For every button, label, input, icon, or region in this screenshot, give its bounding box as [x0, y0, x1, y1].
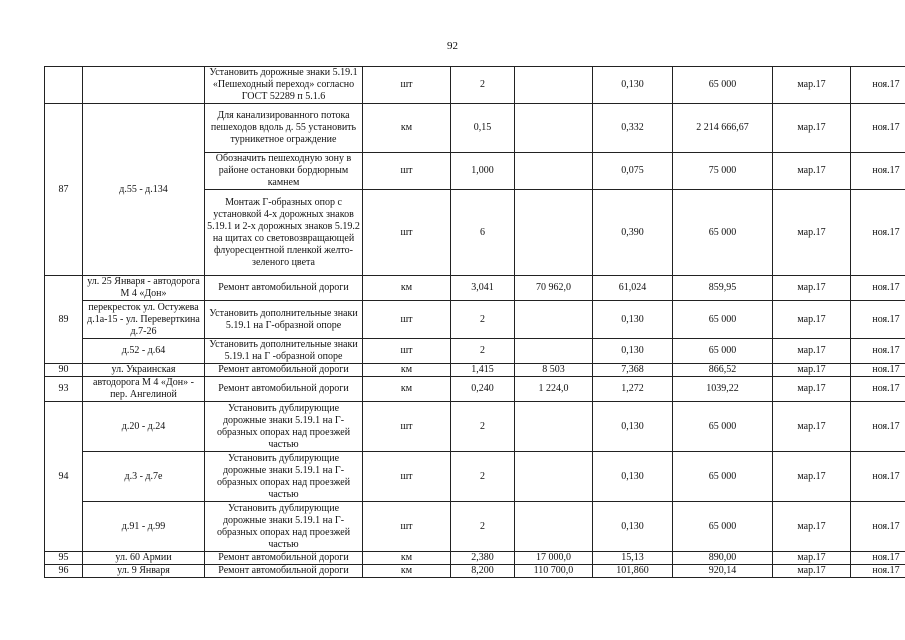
cost-cell: 0,130	[593, 301, 673, 339]
start-date-cell: мар.17	[773, 377, 851, 402]
work-description-cell: Установить дублирующие дорожные знаки 5.19.1 на Г-образных опорах над проезжей частью	[205, 402, 363, 452]
unit-cell: шт	[363, 502, 451, 552]
unit-cell: км	[363, 276, 451, 301]
cost-cell: 0,130	[593, 339, 673, 364]
area-cell: 110 700,0	[515, 565, 593, 578]
quantity-cell: 2,380	[451, 552, 515, 565]
section-cell: перекресток ул. Остужева д.1а-15 - ул. Переверткина д.7-26	[83, 301, 205, 339]
table-row	[45, 301, 905, 339]
cost-cell: 0,130	[593, 67, 673, 104]
quantity-cell: 0,15	[451, 104, 515, 153]
unit-price-cell: 65 000	[673, 502, 773, 552]
end-date-cell: ноя.17	[851, 402, 905, 452]
unit-cell: шт	[363, 452, 451, 502]
row-number-cell: 95	[45, 552, 83, 565]
end-date-cell: ноя.17	[851, 377, 905, 402]
start-date-cell: мар.17	[773, 565, 851, 578]
quantity-cell: 1,000	[451, 153, 515, 190]
unit-cell: шт	[363, 301, 451, 339]
area-cell: 70 962,0	[515, 276, 593, 301]
works-table	[44, 66, 905, 578]
cost-cell: 61,024	[593, 276, 673, 301]
unit-price-cell: 65 000	[673, 67, 773, 104]
section-cell: ул. Украинская	[83, 364, 205, 377]
start-date-cell: мар.17	[773, 364, 851, 377]
quantity-cell: 2	[451, 301, 515, 339]
section-cell: д.20 - д.24	[83, 402, 205, 452]
area-cell	[515, 452, 593, 502]
unit-cell: км	[363, 377, 451, 402]
end-date-cell: ноя.17	[851, 301, 905, 339]
start-date-cell: мар.17	[773, 502, 851, 552]
start-date-cell: мар.17	[773, 104, 851, 153]
page-number: 92	[447, 40, 458, 52]
start-date-cell: мар.17	[773, 339, 851, 364]
quantity-cell: 2	[451, 339, 515, 364]
area-cell: 17 000,0	[515, 552, 593, 565]
row-number-cell: 89	[45, 276, 83, 364]
section-cell	[83, 67, 205, 104]
start-date-cell: мар.17	[773, 552, 851, 565]
table-row	[45, 565, 905, 578]
area-cell	[515, 339, 593, 364]
unit-price-cell: 65 000	[673, 339, 773, 364]
end-date-cell: ноя.17	[851, 339, 905, 364]
row-number-cell	[45, 67, 83, 104]
work-description-cell: Установить дорожные знаки 5.19.1 «Пешеходный переход» согласно ГОСТ 52289 п 5.1.6	[205, 67, 363, 104]
unit-price-cell: 2 214 666,67	[673, 104, 773, 153]
table-row	[45, 339, 905, 364]
end-date-cell: ноя.17	[851, 190, 905, 276]
start-date-cell: мар.17	[773, 190, 851, 276]
quantity-cell: 2	[451, 67, 515, 104]
work-description-cell: Ремонт автомобильной дороги	[205, 565, 363, 578]
unit-cell: км	[363, 104, 451, 153]
row-number-cell: 87	[45, 104, 83, 276]
cost-cell: 0,332	[593, 104, 673, 153]
end-date-cell: ноя.17	[851, 452, 905, 502]
start-date-cell: мар.17	[773, 402, 851, 452]
unit-price-cell: 75 000	[673, 153, 773, 190]
start-date-cell: мар.17	[773, 276, 851, 301]
unit-cell: шт	[363, 67, 451, 104]
table-row	[45, 276, 905, 301]
section-cell: автодорога М 4 «Дон» - пер. Ангелиной	[83, 377, 205, 402]
area-cell: 1 224,0	[515, 377, 593, 402]
quantity-cell: 1,415	[451, 364, 515, 377]
unit-price-cell: 65 000	[673, 402, 773, 452]
unit-cell: км	[363, 565, 451, 578]
quantity-cell: 2	[451, 452, 515, 502]
end-date-cell: ноя.17	[851, 67, 905, 104]
section-cell: д.91 - д.99	[83, 502, 205, 552]
cost-cell: 7,368	[593, 364, 673, 377]
row-number-cell: 90	[45, 364, 83, 377]
area-cell: 8 503	[515, 364, 593, 377]
quantity-cell: 2	[451, 402, 515, 452]
table-row	[45, 502, 905, 552]
work-description-cell: Обозначить пешеходную зону в районе остановки бордюрным камнем	[205, 153, 363, 190]
work-description-cell: Ремонт автомобильной дороги	[205, 552, 363, 565]
area-cell	[515, 301, 593, 339]
cost-cell: 0,075	[593, 153, 673, 190]
table-row	[45, 552, 905, 565]
work-description-cell: Ремонт автомобильной дороги	[205, 377, 363, 402]
area-cell	[515, 502, 593, 552]
unit-price-cell: 65 000	[673, 301, 773, 339]
cost-cell: 0,130	[593, 402, 673, 452]
section-cell: ул. 9 Января	[83, 565, 205, 578]
start-date-cell: мар.17	[773, 452, 851, 502]
unit-cell: км	[363, 364, 451, 377]
end-date-cell: ноя.17	[851, 502, 905, 552]
end-date-cell: ноя.17	[851, 364, 905, 377]
unit-price-cell: 65 000	[673, 452, 773, 502]
table-row	[45, 104, 905, 153]
cost-cell: 15,13	[593, 552, 673, 565]
quantity-cell: 3,041	[451, 276, 515, 301]
work-description-cell: Ремонт автомобильной дороги	[205, 364, 363, 377]
quantity-cell: 6	[451, 190, 515, 276]
end-date-cell: ноя.17	[851, 565, 905, 578]
quantity-cell: 8,200	[451, 565, 515, 578]
unit-cell: км	[363, 552, 451, 565]
unit-cell: шт	[363, 402, 451, 452]
cost-cell: 0,390	[593, 190, 673, 276]
start-date-cell: мар.17	[773, 67, 851, 104]
work-description-cell: Установить дублирующие дорожные знаки 5.19.1 на Г-образных опорах над проезжей частью	[205, 502, 363, 552]
work-description-cell: Установить дополнительные знаки 5.19.1 на Г -образной опоре	[205, 339, 363, 364]
area-cell	[515, 402, 593, 452]
table-row	[45, 364, 905, 377]
unit-price-cell: 920,14	[673, 565, 773, 578]
cost-cell: 0,130	[593, 502, 673, 552]
cost-cell: 0,130	[593, 452, 673, 502]
area-cell	[515, 104, 593, 153]
row-number-cell: 93	[45, 377, 83, 402]
quantity-cell: 2	[451, 502, 515, 552]
start-date-cell: мар.17	[773, 301, 851, 339]
cost-cell: 101,860	[593, 565, 673, 578]
work-description-cell: Монтаж Г-образных опор с установкой 4-х дорожных знаков 5.19.1 и 2-х дорожных знаков 5.19.2 на щитах со световозвращающей флуоресцентной пленкой желто-зеленого цвета	[205, 190, 363, 276]
unit-price-cell: 890,00	[673, 552, 773, 565]
area-cell	[515, 190, 593, 276]
cost-cell: 1,272	[593, 377, 673, 402]
section-cell: ул. 25 Января - автодорога М 4 «Дон»	[83, 276, 205, 301]
work-description-cell: Для канализированного потока пешеходов вдоль д. 55 установить турникетное ограждение	[205, 104, 363, 153]
row-number-cell: 96	[45, 565, 83, 578]
table-row	[45, 377, 905, 402]
unit-price-cell: 866,52	[673, 364, 773, 377]
unit-cell: шт	[363, 339, 451, 364]
unit-cell: шт	[363, 190, 451, 276]
section-cell: д.55 - д.134	[83, 104, 205, 276]
quantity-cell: 0,240	[451, 377, 515, 402]
end-date-cell: ноя.17	[851, 153, 905, 190]
work-description-cell: Установить дублирующие дорожные знаки 5.19.1 на Г-образных опорах над проезжей частью	[205, 452, 363, 502]
row-number-cell: 94	[45, 402, 83, 552]
section-cell: д.52 - д.64	[83, 339, 205, 364]
end-date-cell: ноя.17	[851, 104, 905, 153]
section-cell: д.3 - д.7е	[83, 452, 205, 502]
section-cell: ул. 60 Армии	[83, 552, 205, 565]
table-row	[45, 67, 905, 104]
unit-price-cell: 859,95	[673, 276, 773, 301]
work-description-cell: Установить дополнительные знаки 5.19.1 на Г-образной опоре	[205, 301, 363, 339]
end-date-cell: ноя.17	[851, 276, 905, 301]
area-cell	[515, 67, 593, 104]
table-row	[45, 402, 905, 452]
table-row	[45, 452, 905, 502]
work-description-cell: Ремонт автомобильной дороги	[205, 276, 363, 301]
end-date-cell: ноя.17	[851, 552, 905, 565]
area-cell	[515, 153, 593, 190]
unit-price-cell: 1039,22	[673, 377, 773, 402]
unit-price-cell: 65 000	[673, 190, 773, 276]
unit-cell: шт	[363, 153, 451, 190]
start-date-cell: мар.17	[773, 153, 851, 190]
